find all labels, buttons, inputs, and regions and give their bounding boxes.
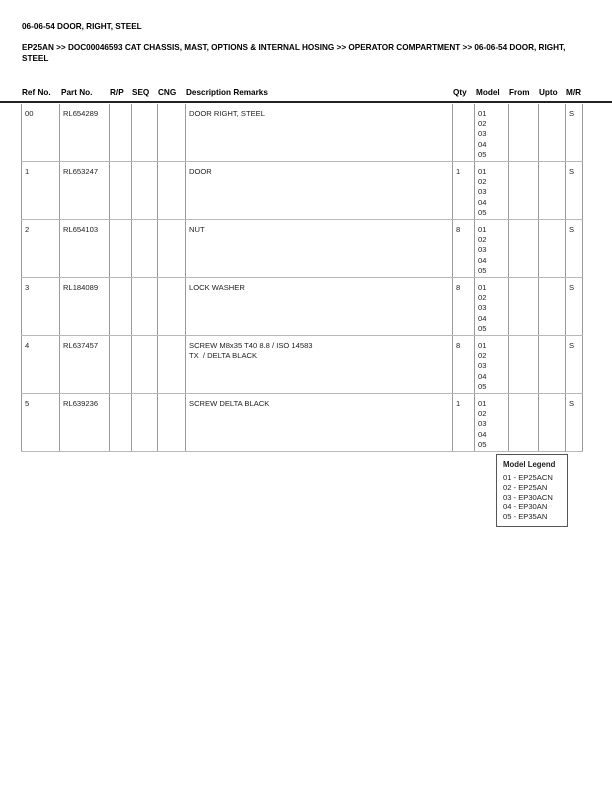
upto-cell (538, 162, 565, 219)
qty-cell: 8 (452, 336, 474, 393)
seq-cell (131, 336, 157, 393)
mr-cell: S (565, 162, 583, 219)
model-code: 01 (478, 109, 487, 118)
model-code: 01 (478, 283, 487, 292)
part-no-cell: RL654103 (59, 220, 109, 277)
model-cell (474, 220, 508, 277)
rp-cell (109, 220, 131, 277)
qty-cell: 8 (452, 220, 474, 277)
rp-cell (109, 336, 131, 393)
description-text: SCREW DELTA BLACK (189, 399, 270, 408)
model-cell (474, 162, 508, 219)
cng-cell (157, 104, 185, 161)
cng-cell (157, 336, 185, 393)
model-code: 02 (478, 177, 487, 187)
part-no-cell: RL637457 (59, 336, 109, 393)
seq-cell (131, 104, 157, 161)
model-code: 02 (478, 351, 487, 361)
remarks-text: TX / DELTA BLACK (189, 351, 258, 361)
cng-cell (157, 278, 185, 335)
qty-cell: 1 (452, 394, 474, 451)
qty-cell (452, 104, 474, 161)
cng-cell (157, 394, 185, 451)
table-row (21, 278, 583, 336)
table-row (21, 220, 583, 278)
from-cell (508, 278, 538, 335)
rp-cell (109, 104, 131, 161)
model-code: 02 (478, 293, 487, 303)
description-text: DOOR (189, 167, 212, 176)
model-code: 05 (478, 381, 487, 391)
col-header-seq: SEQ (132, 88, 150, 97)
description-cell (185, 336, 452, 393)
description-text: LOCK WASHER (189, 283, 245, 292)
model-code: 02 (478, 235, 487, 245)
col-header-ref-no: Ref No. (22, 88, 51, 97)
model-code: 02 (478, 409, 487, 419)
table-row (21, 162, 583, 220)
seq-cell (131, 278, 157, 335)
table-row (21, 394, 583, 452)
seq-cell (131, 394, 157, 451)
rp-cell (109, 394, 131, 451)
ref-no-cell: 2 (21, 220, 59, 277)
col-header-description: Description Remarks (186, 88, 268, 97)
model-code: 03 (478, 129, 487, 139)
model-cell (474, 278, 508, 335)
upto-cell (538, 394, 565, 451)
part-no-cell: RL184089 (59, 278, 109, 335)
model-code: 03 (478, 187, 487, 197)
legend-item: 03 - EP30ACN (503, 492, 553, 502)
parts-table (21, 104, 583, 452)
model-code: 01 (478, 399, 487, 408)
legend-item: 01 - EP25ACN (503, 473, 553, 482)
upto-cell (538, 278, 565, 335)
table-row (21, 104, 583, 162)
mr-cell: S (565, 394, 583, 451)
model-code: 02 (478, 119, 487, 129)
mr-cell: S (565, 336, 583, 393)
col-header-cng: CNG (158, 88, 177, 97)
model-legend-title: Model Legend (503, 460, 556, 469)
col-header-from: From (509, 88, 530, 97)
breadcrumb: EP25AN >> DOC00046593 CAT CHASSIS, MAST, OPTIONS & INTERNAL HOSING >> OPERATOR COMPARTMENT >> 06-06-54 DOOR, RIGHT, STEEL (22, 43, 566, 63)
model-code: 04 (478, 429, 487, 439)
part-no-cell: RL654289 (59, 104, 109, 161)
seq-cell (131, 162, 157, 219)
cng-cell (157, 220, 185, 277)
qty-cell: 1 (452, 162, 474, 219)
model-code: 05 (478, 439, 487, 449)
model-code: 01 (478, 225, 487, 234)
model-code: 01 (478, 167, 487, 176)
header-divider (0, 101, 612, 103)
from-cell (508, 162, 538, 219)
description-text: SCREW M8x35 T40 8.8 / ISO 14583 (189, 341, 313, 350)
from-cell (508, 394, 538, 451)
legend-item: 05 - EP35AN (503, 512, 548, 522)
model-code: 03 (478, 303, 487, 313)
description-cell (185, 162, 452, 219)
ref-no-cell: 00 (21, 104, 59, 161)
description-cell (185, 278, 452, 335)
part-no-cell: RL653247 (59, 162, 109, 219)
model-code: 04 (478, 139, 487, 149)
legend-item: 04 - EP30AN (503, 502, 548, 512)
col-header-upto: Upto (539, 88, 558, 97)
table-row (21, 336, 583, 394)
ref-no-cell: 3 (21, 278, 59, 335)
table-header (0, 88, 612, 100)
model-code: 03 (478, 245, 487, 255)
rp-cell (109, 162, 131, 219)
description-cell (185, 220, 452, 277)
mr-cell: S (565, 104, 583, 161)
mr-cell: S (565, 278, 583, 335)
ref-no-cell: 4 (21, 336, 59, 393)
page-title: 06-06-54 DOOR, RIGHT, STEEL (22, 22, 142, 31)
model-code: 05 (478, 149, 487, 159)
description-cell (185, 394, 452, 451)
model-code: 05 (478, 265, 487, 275)
col-header-qty: Qty (453, 88, 467, 97)
col-header-rp: R/P (110, 88, 124, 97)
ref-no-cell: 1 (21, 162, 59, 219)
description-text: DOOR RIGHT, STEEL (189, 109, 265, 118)
model-cell (474, 394, 508, 451)
rp-cell (109, 278, 131, 335)
col-header-part-no: Part No. (61, 88, 93, 97)
legend-item: 02 - EP25AN (503, 482, 548, 492)
model-code: 04 (478, 197, 487, 207)
model-cell (474, 104, 508, 161)
col-header-mr: M/R (566, 88, 582, 97)
seq-cell (131, 220, 157, 277)
from-cell (508, 104, 538, 161)
upto-cell (538, 104, 565, 161)
model-code: 03 (478, 419, 487, 429)
model-code: 05 (478, 323, 487, 333)
model-code: 03 (478, 361, 487, 371)
description-text: NUT (189, 225, 205, 234)
ref-no-cell: 5 (21, 394, 59, 451)
col-header-model: Model (476, 88, 500, 97)
model-code: 05 (478, 207, 487, 217)
upto-cell (538, 336, 565, 393)
model-cell (474, 336, 508, 393)
qty-cell: 8 (452, 278, 474, 335)
model-code: 04 (478, 255, 487, 265)
model-code: 04 (478, 371, 487, 381)
description-cell (185, 104, 452, 161)
part-no-cell: RL639236 (59, 394, 109, 451)
model-code: 01 (478, 341, 487, 350)
model-legend (496, 454, 568, 527)
from-cell (508, 220, 538, 277)
from-cell (508, 336, 538, 393)
upto-cell (538, 220, 565, 277)
mr-cell: S (565, 220, 583, 277)
model-code: 04 (478, 313, 487, 323)
cng-cell (157, 162, 185, 219)
